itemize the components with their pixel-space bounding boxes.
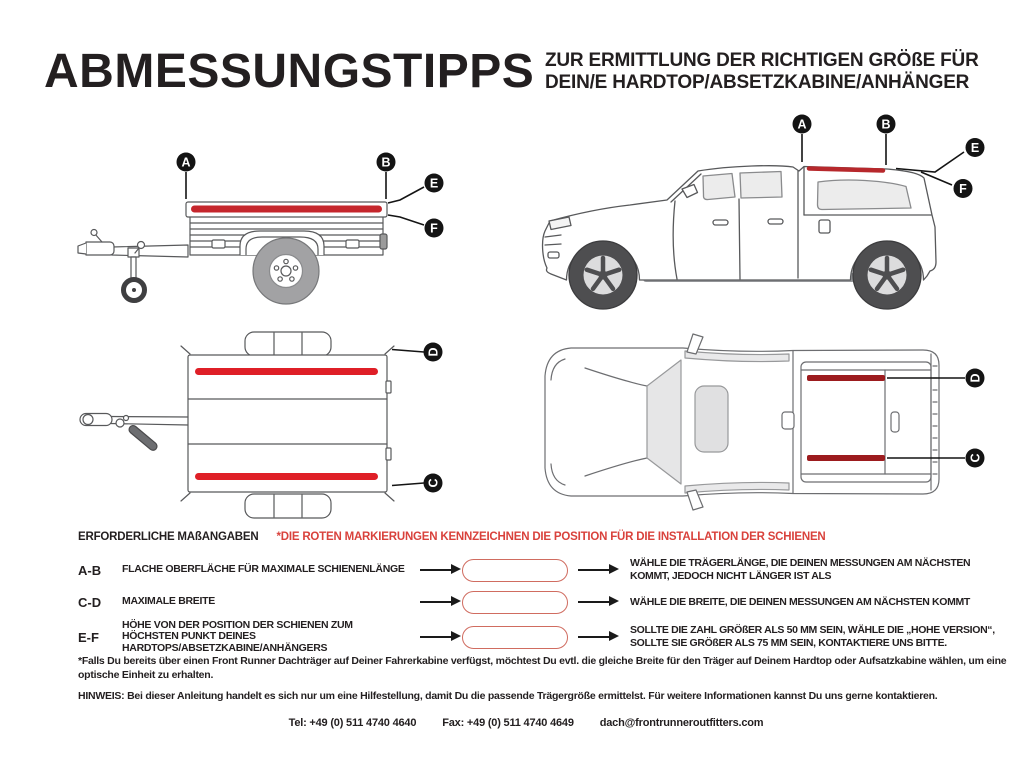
measurement-row-ab — [78, 556, 1008, 584]
arrow-right-icon — [420, 569, 452, 572]
marker-f-badge — [954, 179, 973, 198]
subtitle-line-2: DEIN/E HARDTOP/ABSETZKABINE/ANHÄNGER — [545, 72, 970, 93]
canopy-window — [818, 180, 912, 209]
red-markings-note: *DIE ROTEN MARKIERUNGEN KENNZEICHNEN DIE POSITION FÜR DIE INSTALLATION DER SCHIENEN — [276, 531, 826, 543]
svg-text:A: A — [181, 155, 191, 170]
rail-position-stripe-bottom — [195, 473, 378, 480]
arrow-right-icon — [420, 636, 452, 639]
sunroof — [695, 386, 728, 452]
marker-d-badge — [424, 343, 443, 362]
measurement-value-box-cd[interactable] — [462, 591, 568, 614]
truck-top-view-drawing — [535, 328, 1005, 526]
hint-note: HINWEIS: Bei dieser Anleitung handelt es sich nur um eine Hilfestellung, damit Du die passende Trägergröße ermittelst. Für weitere Informationen kannst Du uns gerne kontaktieren. — [78, 690, 938, 702]
front-door-window — [703, 174, 735, 200]
footer-email: dach@frontrunneroutfitters.com — [599, 717, 764, 729]
marker-b-badge — [877, 115, 896, 134]
marker-c-badge — [424, 474, 443, 493]
svg-text:A: A — [797, 117, 807, 132]
measurement-value-box-ab[interactable] — [462, 559, 568, 582]
svg-text:B: B — [881, 117, 891, 132]
arrow-right-icon — [578, 636, 610, 639]
measurement-key: E-F — [78, 629, 99, 645]
rear-door-window — [740, 172, 782, 199]
truck-side-view-drawing — [535, 110, 1005, 315]
arrow-right-icon — [578, 569, 610, 572]
marker-b-badge — [377, 153, 396, 172]
svg-text:E: E — [429, 176, 439, 191]
fender-top — [245, 332, 331, 356]
svg-text:D: D — [968, 373, 983, 383]
footer-contacts — [14, 717, 1024, 729]
truck-side-view-diagram — [535, 110, 1005, 315]
measurement-rows — [78, 556, 1008, 658]
svg-text:C: C — [426, 478, 441, 488]
rail-position-stripe-top — [195, 368, 378, 375]
svg-text:C: C — [968, 453, 983, 463]
measurement-key: A-B — [78, 562, 102, 578]
arrow-right-icon — [578, 601, 610, 604]
measurement-row-cd — [78, 588, 1008, 616]
measurement-value-box-ef[interactable] — [462, 626, 568, 649]
measurement-row-ef — [78, 620, 1008, 654]
marker-e-badge — [425, 174, 444, 193]
footnote: *Falls Du bereits über einen Front Runner Dachträger auf Deiner Fahrerkabine verfügst, möchtest Du evtl. die gleiche Breite für den Träger auf Deinem Hardtop oder Aufsatzkabine wählen, um eine optische Einheit zu erhalten. — [78, 655, 1007, 681]
marker-f-badge — [425, 219, 444, 238]
truck-top-view-diagram — [535, 328, 1005, 526]
rail-position-stripe-bottom — [807, 455, 885, 461]
subtitle-line-1: ZUR ERMITTLUNG DER RICHTIGEN GRÖßE FÜR — [545, 50, 979, 71]
marker-d-badge — [966, 369, 985, 388]
trailer-top-view-diagram — [50, 328, 460, 526]
rail-position-stripe — [809, 169, 883, 171]
marker-e-badge — [966, 138, 985, 157]
page-subtitle — [545, 50, 979, 94]
fender-bottom — [245, 494, 331, 518]
page-title: ABMESSUNGSTIPPS — [44, 45, 535, 98]
svg-text:F: F — [959, 181, 967, 196]
trailer-top-view-drawing — [50, 328, 460, 526]
marker-leader-lines — [392, 350, 424, 486]
rail-position-stripe — [191, 206, 382, 213]
measurement-instruction: WÄHLE DIE BREITE, DIE DEINEN MESSUNGEN AM NÄCHSTEN KOMMT — [630, 595, 970, 608]
trailer-side-view-drawing — [50, 125, 460, 325]
svg-text:B: B — [381, 155, 391, 170]
measurements-heading-row — [78, 531, 826, 543]
footer-fax: Fax: +49 (0) 511 4740 4649 — [442, 717, 574, 729]
measurement-key: C-D — [78, 594, 102, 610]
rail-position-stripe-top — [807, 375, 885, 381]
arrow-right-icon — [420, 601, 452, 604]
svg-text:F: F — [430, 221, 438, 236]
trailer-side-view-diagram — [50, 125, 460, 325]
svg-text:E: E — [970, 140, 980, 155]
measurement-label: HÖHE VON DER POSITION DER SCHIENEN ZUM HÖCHSTEN PUNKT DEINES HARDTOPS/ABSETZKABINE/ANHÄNGERS — [122, 618, 353, 654]
coupler-lever — [127, 424, 158, 452]
marker-c-badge — [966, 449, 985, 468]
marker-a-badge — [793, 115, 812, 134]
measurement-label: FLACHE OBERFLÄCHE FÜR MAXIMALE SCHIENENLÄNGE — [122, 563, 405, 576]
marker-a-badge — [177, 153, 196, 172]
measurements-heading: ERFORDERLICHE MAßANGABEN — [78, 531, 259, 543]
measurement-instruction: WÄHLE DIE TRÄGERLÄNGE, DIE DEINEN MESSUNGEN AM NÄCHSTEN KOMMT, JEDOCH NICHT LÄNGER IST ALS — [630, 557, 971, 582]
footer-tel: Tel: +49 (0) 511 4740 4640 — [288, 717, 417, 729]
trailer-bed — [188, 355, 387, 492]
svg-text:D: D — [426, 347, 441, 357]
measurement-label: MAXIMALE BREITE — [122, 595, 215, 608]
measurement-instruction: SOLLTE DIE ZAHL GRÖßER ALS 50 MM SEIN, WÄHLE DIE „HOHE VERSION“, SOLLTE SIE GRÖßER ALS 75 MM SEIN, KONTAKTIERE UNS BITTE. — [630, 624, 995, 649]
hitch-coupler — [86, 242, 114, 255]
